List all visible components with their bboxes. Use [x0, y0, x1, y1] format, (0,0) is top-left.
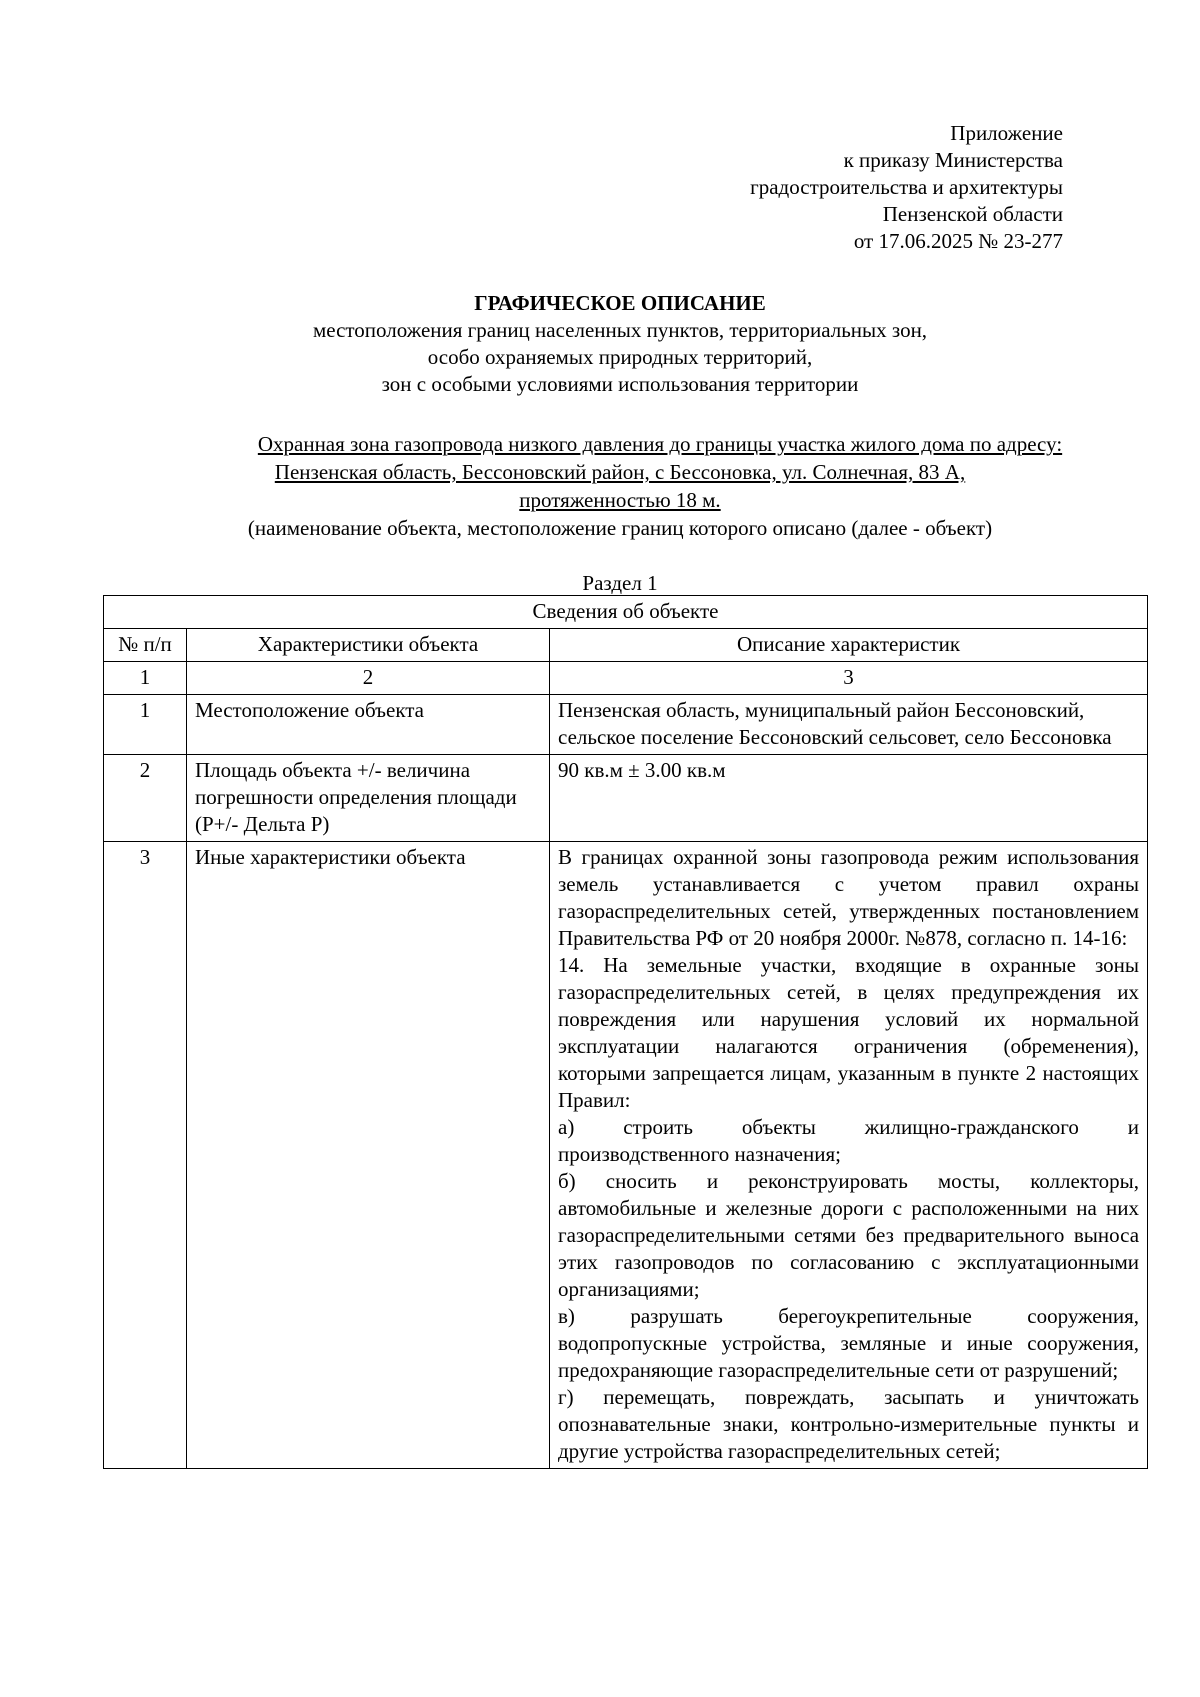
characteristic-desc-cell	[550, 842, 1148, 1469]
section-label: Раздел 1	[582, 571, 658, 595]
appendix-line: Приложение	[950, 121, 1063, 145]
desc-paragraph: б) сносить и реконструировать мосты, коллекторы, автомобильные и железные дороги с расположенными на них газораспределительными сетями без предварительного выноса этих газопроводов по согласованию с эксплуатационными организациями;	[558, 1169, 1140, 1301]
document-title: ГРАФИЧЕСКОЕ ОПИСАНИЕ	[474, 291, 766, 315]
document-subtitle-line: зон с особыми условиями использования территории	[381, 372, 859, 396]
characteristic-desc-cell: 90 кв.м ± 3.00 кв.м	[550, 755, 1148, 842]
column-number-cell: 2	[187, 662, 550, 695]
header-cell: Описание характеристик	[550, 629, 1148, 662]
desc-paragraph: 14. На земельные участки, входящие в охранные зоны газораспределительных сетей, в целях предупреждения их повреждения или нарушения условий их нормальной эксплуатации налагаются ограничения (обременения), которыми запрещается лицам, указанным в пункте 2 настоящих Правил:	[558, 953, 1140, 1112]
table-title: Сведения об объекте	[104, 596, 1148, 629]
object-name-line: протяженностью 18 м.	[519, 488, 721, 512]
document-title-block	[100, 290, 1140, 398]
appendix-line: Пензенской области	[882, 202, 1063, 226]
table-title-row	[104, 596, 1148, 629]
characteristic-name-cell: Площадь объекта +/- величина погрешности определения площади (P+/- Дельта P)	[187, 755, 550, 842]
characteristic-name-cell: Иные характеристики объекта	[187, 842, 550, 1469]
appendix-line: градостроительства и архитектуры	[750, 175, 1063, 199]
object-caption: (наименование объекта, местоположение границ которого описано (далее - объект)	[247, 516, 993, 540]
row-number-cell: 1	[104, 695, 187, 755]
characteristic-desc-cell: Пензенская область, муниципальный район Бессоновский, сельское поселение Бессоновский сельсовет, село Бессоновка	[550, 695, 1148, 755]
object-info-table	[103, 595, 1148, 1469]
appendix-line: от 17.06.2025 № 23-277	[853, 229, 1063, 253]
table-row	[104, 755, 1148, 842]
object-name-line: Охранная зона газопровода низкого давления до границы участка жилого дома по адресу:	[257, 432, 1063, 456]
header-cell: № п/п	[104, 629, 187, 662]
appendix-header	[750, 120, 1063, 255]
object-name-block	[100, 430, 1140, 542]
table-header-row	[104, 629, 1148, 662]
header-cell: Характеристики объекта	[187, 629, 550, 662]
column-number-cell: 3	[550, 662, 1148, 695]
document-subtitle-line: местоположения границ населенных пунктов, территориальных зон,	[312, 318, 928, 342]
column-number-row	[104, 662, 1148, 695]
document-subtitle-line: особо охраняемых природных территорий,	[427, 345, 813, 369]
desc-paragraph: в) разрушать берегоукрепительные сооружения, водопропускные устройства, земляные и иные сооружения, предохраняющие газораспределительные сети от разрушений;	[558, 1304, 1140, 1382]
column-number-cell: 1	[104, 662, 187, 695]
row-number-cell: 3	[104, 842, 187, 1469]
object-name-line: Пензенская область, Бессоновский район, с Бессоновка, ул. Солнечная, 83 А,	[274, 460, 966, 484]
desc-paragraph: а) строить объекты жилищно-гражданского и производственного назначения;	[558, 1115, 1140, 1166]
table-row	[104, 695, 1148, 755]
desc-paragraph: В границах охранной зоны газопровода режим использования земель устанавливается с учетом правил охраны газораспределительных сетей, утвержденных постановлением Правительства РФ от 20 ноября 2000г. №878, согласно п. 14-16:	[558, 845, 1140, 950]
row-number-cell: 2	[104, 755, 187, 842]
appendix-line: к приказу Министерства	[843, 148, 1063, 172]
table-row	[104, 842, 1148, 1469]
desc-paragraph: г) перемещать, повреждать, засыпать и уничтожать опознавательные знаки, контрольно-измерительные пункты и другие устройства газораспределительных сетей;	[558, 1385, 1140, 1463]
characteristic-name-cell: Местоположение объекта	[187, 695, 550, 755]
